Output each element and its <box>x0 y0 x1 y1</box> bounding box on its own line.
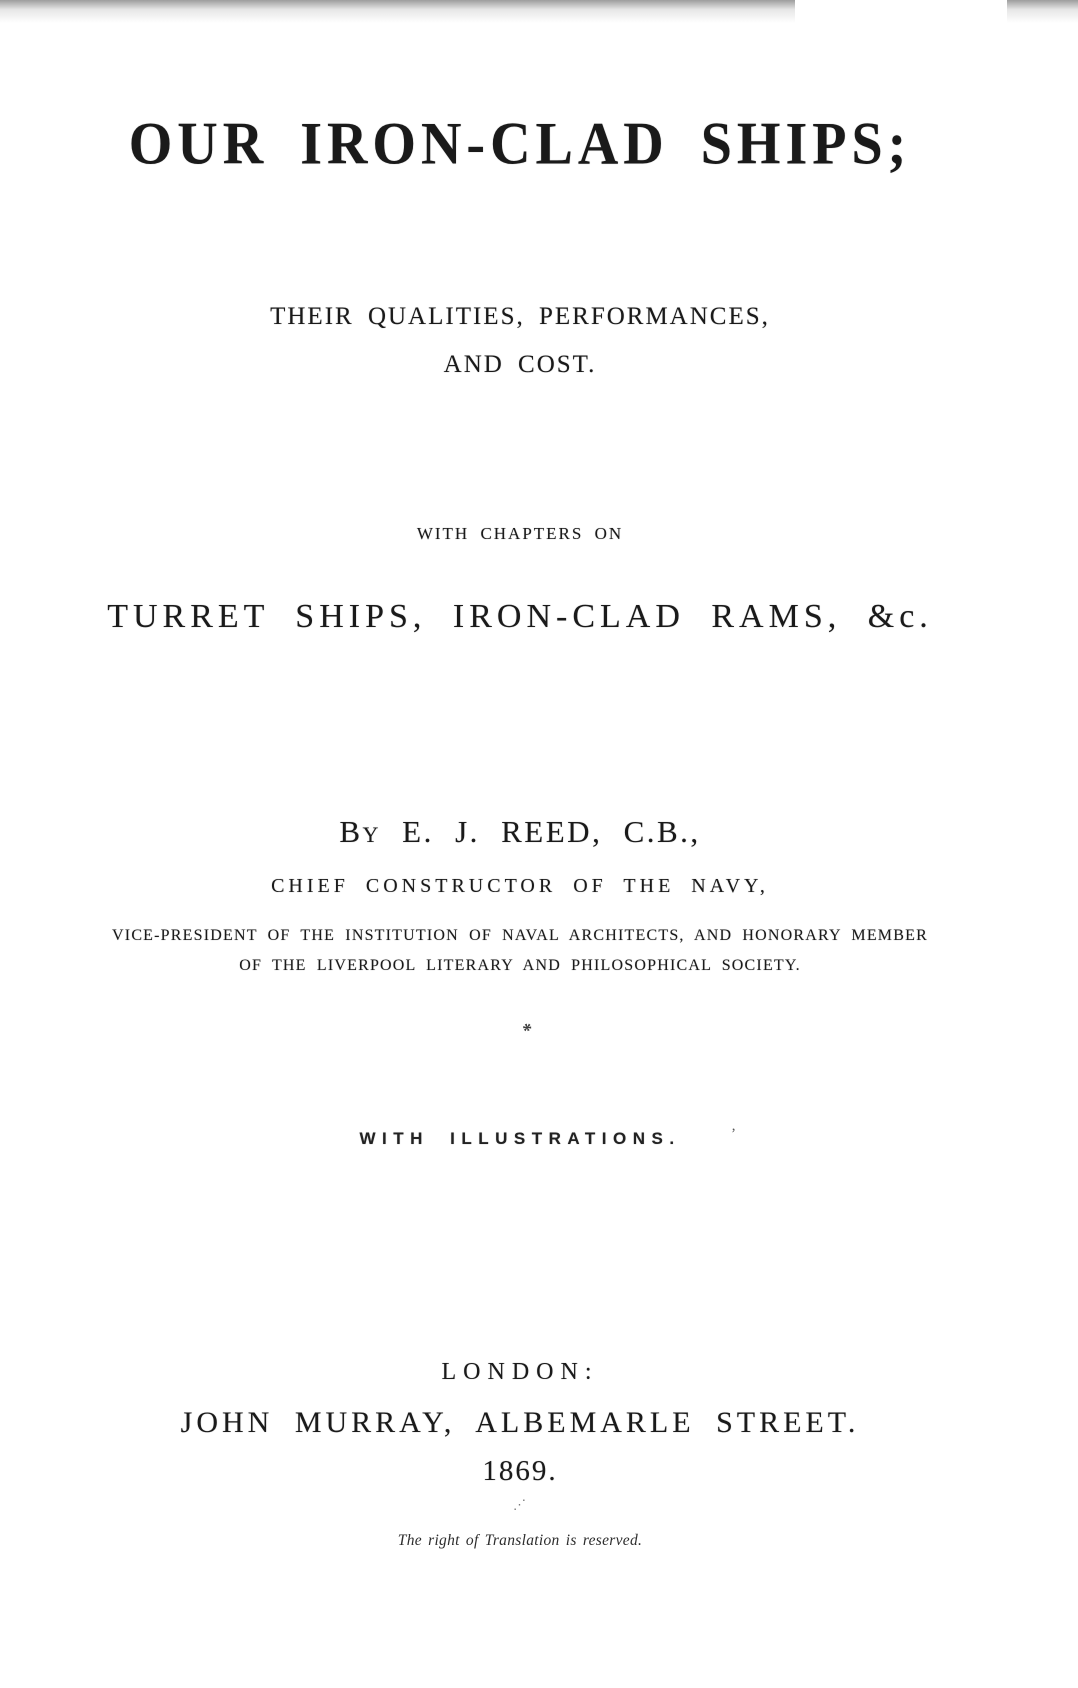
subtitle-line-1: THEIR QUALITIES, PERFORMANCES, <box>270 303 770 330</box>
author-credit-line-2: OF THE LIVERPOOL LITERARY AND PHILOSOPHICAL SOCIETY. <box>239 956 801 974</box>
imprint-publisher: JOHN MURRAY, ALBEMARLE STREET. <box>180 1406 860 1439</box>
author-title-line: CHIEF CONSTRUCTOR OF THE NAVY, <box>271 875 769 897</box>
author-byline: By E. J. REED, C.B., <box>339 814 701 849</box>
imprint-year: 1869. <box>482 1455 558 1487</box>
chapters-intro-line: WITH CHAPTERS ON <box>416 524 624 543</box>
scan-top-edge-notch <box>795 0 1007 30</box>
ink-speck-tick: ’ <box>731 1126 736 1142</box>
imprint-city: LONDON: <box>441 1359 599 1385</box>
chapters-line: TURRET SHIPS, IRON-CLAD RAMS, &c. <box>107 598 933 635</box>
author-credit-line-1: VICE-PRESIDENT OF THE INSTITUTION OF NAVAL ARCHITECTS, AND HONORARY MEMBER <box>112 927 928 944</box>
book-main-title: OUR IRON-CLAD SHIPS; <box>128 110 912 178</box>
illustrations-line: WITH ILLUSTRATIONS. <box>359 1129 681 1148</box>
author-credits <box>0 921 1040 980</box>
book-subtitle <box>0 293 1040 389</box>
ink-speck-dots: ⋰ <box>513 1497 527 1512</box>
subtitle-line-2: AND COST. <box>443 351 597 378</box>
ink-speck-flourish: * <box>519 1019 538 1043</box>
rights-notice: The right of Translation is reserved. <box>397 1532 643 1549</box>
